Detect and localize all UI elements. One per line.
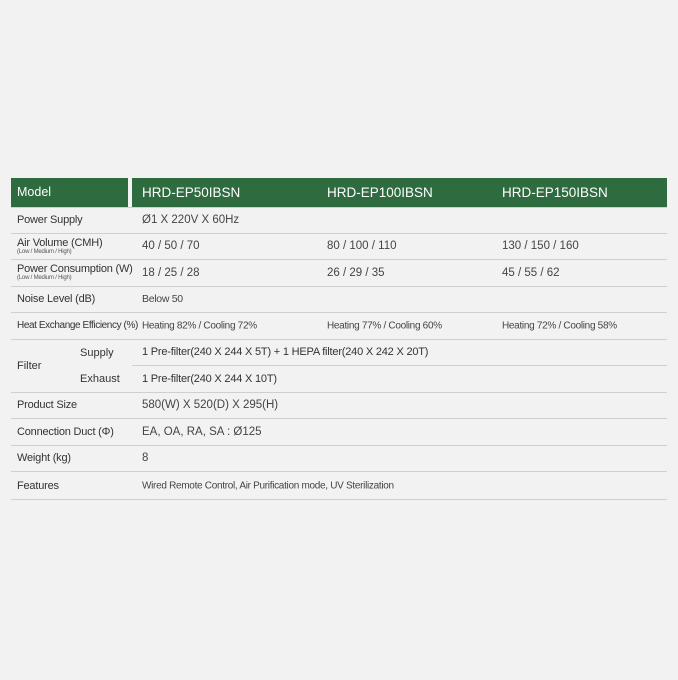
row-filter	[11, 340, 667, 393]
row-value: Ø1 X 220V X 60Hz	[142, 214, 240, 227]
row-label: Product Size	[17, 399, 77, 412]
header-model-label: Model	[11, 178, 128, 207]
model-name: HRD-EP100IBSN	[327, 185, 433, 200]
row-value: Below 50	[142, 293, 183, 306]
row-value: Heating 82% / Cooling 72%	[142, 320, 257, 332]
row-value: 130 / 150 / 160	[502, 240, 579, 253]
row-value: Wired Remote Control, Air Purification mode, UV Sterilization	[142, 480, 394, 491]
row-label: Heat Exchange Efficiency (%)	[17, 320, 138, 332]
row-label	[11, 234, 128, 260]
filter-exhaust-label: Exhaust	[80, 373, 120, 385]
row-features	[11, 472, 667, 500]
row-label-main: Air Volume (CMH)	[17, 236, 103, 249]
filter-supply-value: 1 Pre-filter(240 X 244 X 5T) + 1 HEPA filter(240 X 242 X 20T)	[142, 346, 429, 358]
filter-supply-label: Supply	[80, 346, 114, 359]
row-heat-exchange	[11, 313, 667, 340]
row-weight	[11, 446, 667, 473]
row-label-sub: (Low / Medium / High)	[17, 275, 72, 282]
row-air-volume	[11, 234, 667, 261]
header-models	[132, 178, 667, 207]
row-value: 26 / 29 / 35	[327, 266, 385, 279]
row-value: Heating 72% / Cooling 58%	[502, 320, 617, 332]
row-value: 580(W) X 520(D) X 295(H)	[142, 399, 279, 412]
model-name: HRD-EP150IBSN	[502, 185, 608, 200]
table-header	[11, 178, 667, 207]
row-label: Filter	[17, 359, 42, 372]
model-name: HRD-EP50IBSN	[142, 185, 241, 200]
row-label: Connection Duct (Φ)	[17, 425, 114, 438]
row-value: 80 / 100 / 110	[327, 240, 397, 253]
row-label-sub: (Low / Medium / High)	[17, 248, 72, 255]
row-noise-level	[11, 287, 667, 314]
row-label: Features	[17, 479, 59, 492]
row-label: Noise Level (dB)	[17, 293, 96, 306]
row-value: 40 / 50 / 70	[142, 240, 200, 253]
row-value: 8	[142, 452, 149, 465]
row-product-size	[11, 393, 667, 420]
row-value: Heating 77% / Cooling 60%	[327, 320, 442, 332]
row-label-main: Power Consumption (W)	[17, 263, 133, 276]
row-value: 18 / 25 / 28	[142, 266, 200, 279]
row-value: EA, OA, RA, SA : Ø125	[142, 425, 262, 438]
spec-table	[11, 178, 667, 500]
row-power-supply	[11, 207, 667, 234]
row-label: Weight (kg)	[17, 452, 71, 465]
row-connection-duct	[11, 419, 667, 446]
row-power-consumption	[11, 260, 667, 287]
row-value: 45 / 55 / 62	[502, 266, 560, 279]
row-label	[11, 260, 133, 286]
row-label: Power Supply	[17, 214, 83, 227]
filter-exhaust-value: 1 Pre-filter(240 X 244 X 10T)	[142, 372, 277, 385]
